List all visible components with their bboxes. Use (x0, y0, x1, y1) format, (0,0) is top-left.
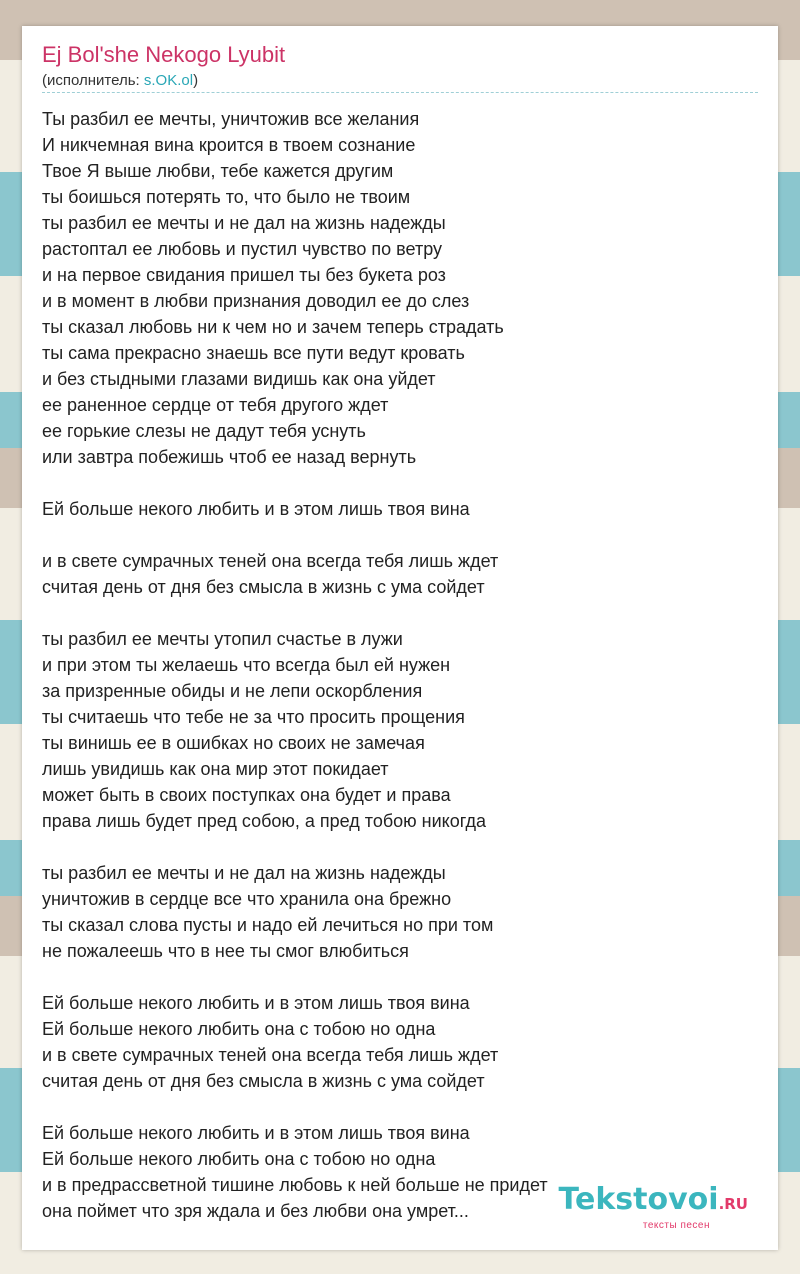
lyric-line: и на первое свидания пришел ты без букета роз (42, 265, 446, 285)
lyric-line: И никчемная вина кроится в твоем сознание (42, 135, 416, 155)
stanza-break (42, 600, 762, 626)
stanza-break (42, 1094, 762, 1120)
stanza-break (42, 470, 762, 496)
lyric-line: ее горькие слезы не дадут тебя уснуть (42, 421, 366, 441)
lyric-line: уничтожив в сердце все что хранила она брежно (42, 889, 452, 909)
logo-tagline: тексты песен (642, 1220, 710, 1231)
lyric-line: ее раненное сердце от тебя другого ждет (42, 395, 389, 415)
lyric-line: растоптал ее любовь и пустил чувство по ветру (42, 239, 443, 259)
lyric-line: и в свете сумрачных теней она всегда тебя лишь ждет (42, 551, 499, 571)
lyric-line: ты сказал слова пусты и надо ей лечиться но при том (42, 915, 494, 935)
lyric-line: ты разбил ее мечты и не дал на жизнь надежды (42, 213, 446, 233)
lyric-line: ты боишься потерять то, что было не твоим (42, 187, 411, 207)
lyric-line: она поймет что зря ждала и без любви она умрет... (42, 1201, 469, 1221)
lyric-line: ты сама прекрасно знаешь все пути ведут кровать (42, 343, 465, 363)
lyric-line: ты винишь ее в ошибках но своих не замечая (42, 733, 425, 753)
lyric-line: Ей больше некого любить и в этом лишь твоя вина (42, 993, 470, 1013)
lyric-line: и при этом ты желаешь что всегда был ей нужен (42, 655, 451, 675)
stanza-break (42, 834, 762, 860)
lyric-line: и в свете сумрачных теней она всегда тебя лишь ждет (42, 1045, 499, 1065)
lyric-line: Твое Я выше любви, тебе кажется другим (42, 161, 394, 181)
artist-link[interactable]: s.OK.ol (143, 72, 194, 89)
lyric-line: ты считаешь что тебе не за что просить прощения (42, 707, 465, 727)
lyric-line: Ей больше некого любить и в этом лишь твоя вина (42, 499, 470, 519)
artist-suffix: ) (193, 72, 199, 89)
lyric-line: лишь увидишь как она мир этот покидает (42, 759, 389, 779)
lyrics-card (22, 26, 778, 1250)
lyric-line: Ей больше некого любить она с тобою но одна (42, 1149, 436, 1169)
logo-tld: .RU (718, 1195, 748, 1213)
lyric-line: ты сказал любовь ни к чем но и зачем теперь страдать (42, 317, 504, 337)
logo-name: Tekstovoi (558, 1182, 719, 1217)
lyric-line: может быть в своих поступках она будет и права (42, 785, 451, 805)
lyric-line: за призренные обиды и не лепи оскорбления (42, 681, 423, 701)
artist-prefix: (исполнитель: (42, 72, 144, 89)
artist-line (42, 72, 198, 89)
site-logo[interactable] (538, 1184, 748, 1230)
stanza-break (42, 522, 762, 548)
song-title: Ej Bol'she Nekogo Lyubit (42, 42, 286, 67)
lyric-line: и без стыдными глазами видишь как она уйдет (42, 369, 436, 389)
title-divider (42, 92, 758, 93)
lyric-line: Ей больше некого любить она с тобою но одна (42, 1019, 436, 1039)
lyric-line: Ей больше некого любить и в этом лишь твоя вина (42, 1123, 470, 1143)
logo-wordmark (538, 1184, 748, 1220)
lyric-line: права лишь будет пред собою, а пред тобою никогда (42, 811, 487, 831)
lyric-line: Ты разбил ее мечты, уничтожив все желания (42, 109, 420, 129)
lyric-line: и в предрассветной тишине любовь к ней больше не придет (42, 1175, 548, 1195)
lyric-line: или завтра побежишь чтоб ее назад вернуть (42, 447, 417, 467)
lyric-line: не пожалеешь что в нее ты смог влюбиться (42, 941, 409, 961)
lyric-line: ты разбил ее мечты утопил счастье в лужи (42, 629, 403, 649)
lyric-line: считая день от дня без смысла в жизнь с ума сойдет (42, 1071, 485, 1091)
lyric-line: считая день от дня без смысла в жизнь с ума сойдет (42, 577, 485, 597)
lyrics-body (42, 106, 762, 1224)
stanza-break (42, 964, 762, 990)
lyric-line: и в момент в любви признания доводил ее до слез (42, 291, 470, 311)
lyric-line: ты разбил ее мечты и не дал на жизнь надежды (42, 863, 446, 883)
